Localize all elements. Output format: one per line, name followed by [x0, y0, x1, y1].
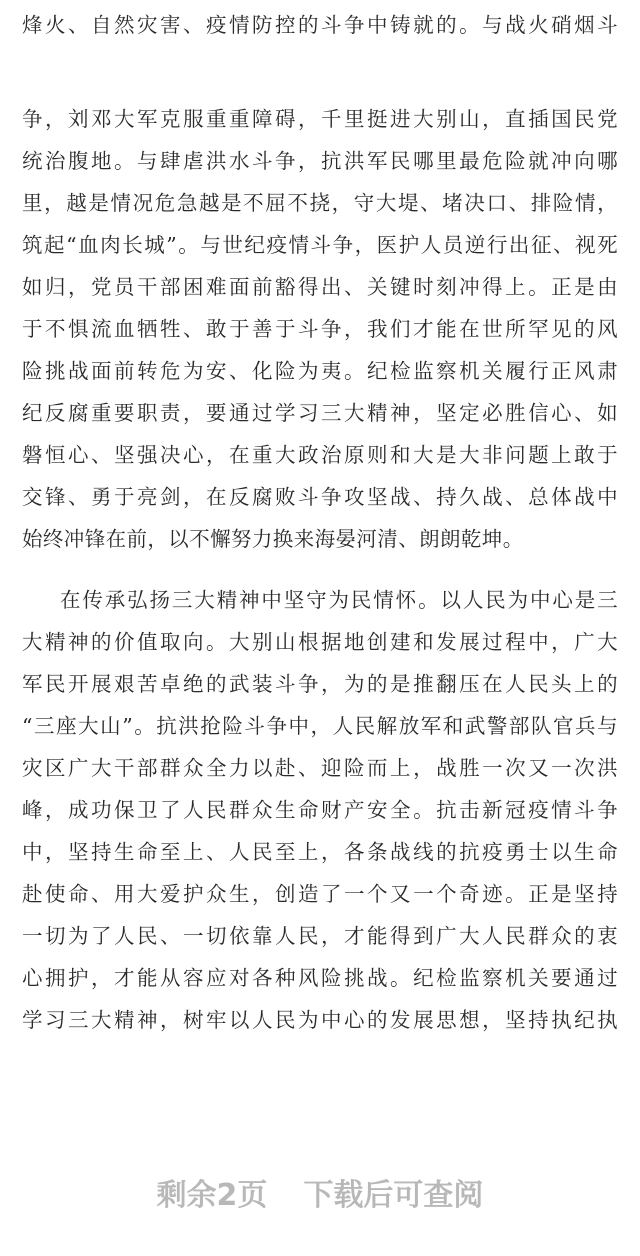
paragraph2-line-10: 心拥护，才能从容应对各种风险挑战。纪检监察机关要通过	[22, 966, 618, 990]
paragraph2-line-1: 在传承弘扬三大精神中坚守为民情怀。以人民为中心是三	[60, 588, 618, 612]
paragraph2-line-6: 峰，成功保卫了人民群众生命财产安全。抗击新冠疫情斗争	[22, 798, 618, 822]
paragraph1-line-2: 争，刘邓大军克服重重障碍，千里挺进大别山，直插国民党	[22, 107, 618, 131]
paragraph1-line-4: 里，越是情况危急越是不屈不挠，守大堤、堵决口、排险情，	[22, 191, 618, 215]
paragraph1-line-10: 磐恒心、坚强决心，在重大政治原则和大是大非问题上敢于	[22, 443, 618, 467]
paragraph2-line-3: 军民开展艰苦卓绝的武装斗争，为的是推翻压在人民头上的	[22, 672, 618, 696]
paragraph1-line-12: 始终冲锋在前，以不懈努力换来海晏河清、朗朗乾坤。	[22, 527, 524, 551]
paragraph2-line-11: 学习三大精神，树牢以人民为中心的发展思想，坚持执纪执	[22, 1008, 618, 1032]
paragraph2-line-2: 大精神的价值取向。大别山根据地创建和发展过程中，广大	[22, 630, 618, 654]
paragraph1-line-5: 筑起“血肉长城”。与世纪疫情斗争，医护人员逆行出征、视死	[22, 233, 618, 257]
paragraph1-line-8: 险挑战面前转危为安、化险为夷。纪检监察机关履行正风肃	[22, 359, 618, 383]
paragraph2-line-9: 一切为了人民、一切依靠人民，才能得到广大人民群众的衷	[22, 924, 618, 948]
paragraph1-line-1: 烽火、自然灾害、疫情防控的斗争中铸就的。与战火硝烟斗	[22, 13, 618, 37]
paragraph2-line-4: “三座大山”。抗洪抢险斗争中，人民解放军和武警部队官兵与	[22, 714, 618, 738]
paragraph1-line-3: 统治腹地。与肆虐洪水斗争，抗洪军民哪里最危险就冲向哪	[22, 149, 618, 173]
paragraph1-line-7: 于不惧流血牺牲、敢于善于斗争，我们才能在世所罕见的风	[22, 317, 618, 341]
paragraph1-line-11: 交锋、勇于亮剑，在反腐败斗争攻坚战、持久战、总体战中	[22, 485, 618, 509]
paragraph1-line-9: 纪反腐重要职责，要通过学习三大精神，坚定必胜信心、如	[22, 401, 618, 425]
download-to-view-link[interactable]: 下载后可查阅	[303, 1178, 484, 1213]
paragraph1-line-6: 如归，党员干部困难面前豁得出、关键时刻冲得上。正是由	[22, 275, 618, 299]
paragraph2-line-7: 中，坚持生命至上、人民至上，各条战线的抗疫勇士以生命	[22, 840, 618, 864]
paragraph2-line-5: 灾区广大干部群众全力以赴、迎险而上，战胜一次又一次洪	[22, 756, 618, 780]
download-prompt[interactable]	[0, 1168, 640, 1224]
remaining-pages-label: 剩余2页	[156, 1178, 268, 1213]
paragraph2-line-8: 赴使命、用大爱护众生，创造了一个又一个奇迹。正是坚持	[22, 882, 618, 906]
